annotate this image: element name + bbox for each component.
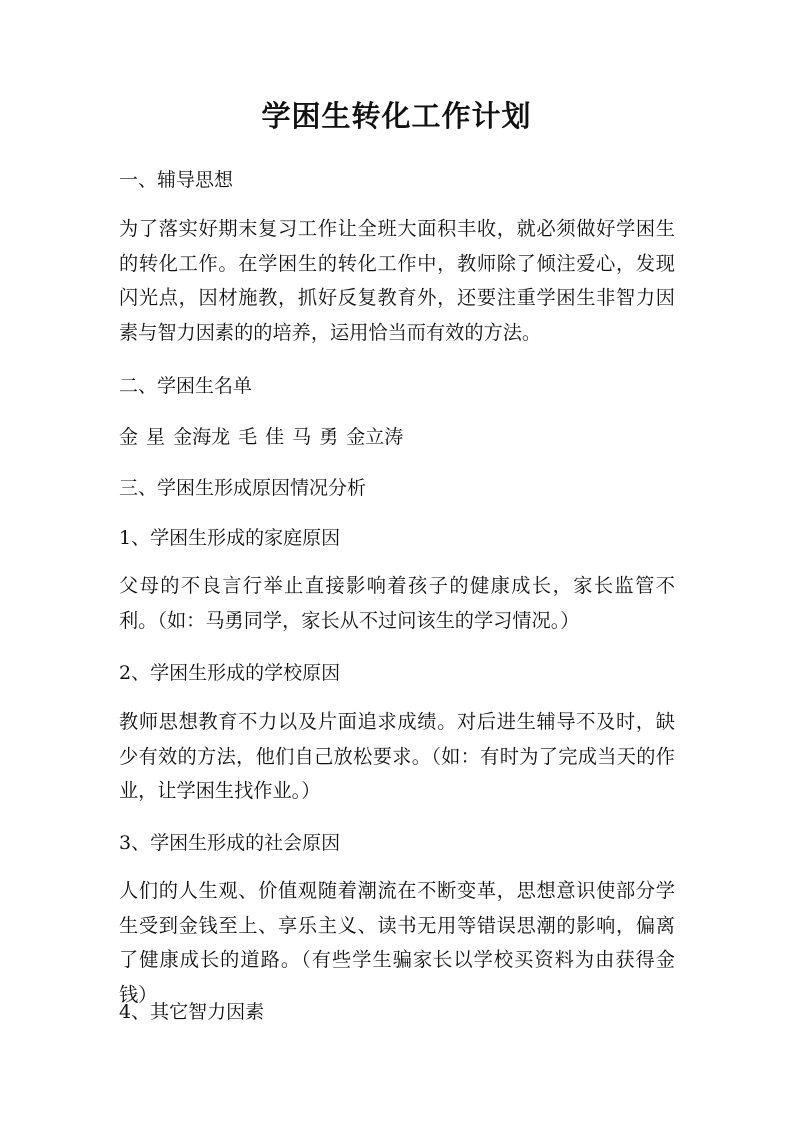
- subheading-other-factors: 4、其它智力因素: [119, 1001, 265, 1023]
- paragraph-family-causes: 父母的不良言行举止直接影响着孩子的健康成长，家长监管不利。（如：马勇同学，家长从不过问该生的学习情况。）: [119, 574, 675, 632]
- subheading-social-causes: 3、学困生形成的社会原因: [119, 832, 341, 854]
- paragraph-guiding-idea: 为了落实好期末复习工作让全班大面积丰收，就必须做好学困生的转化工作。在学困生的转化工作中，教师除了倾注爱心，发现闪光点，因材施教，抓好反复教育外，还要注重学困生非智力因素与智力因素的的培养，运用恰当而有效的方法。: [119, 217, 675, 344]
- paragraph-school-causes: 教师思想教育不力以及片面追求成绩。对后进生辅导不及时，缺少有效的方法，他们自己放松要求。（如：有时为了完成当天的作业，让学困生找作业。）: [119, 710, 675, 802]
- subheading-family-causes: 1、学困生形成的家庭原因: [119, 527, 341, 549]
- student-names: 金 星 金海龙 毛 佳 马 勇 金立涛: [119, 426, 404, 448]
- section-heading-guiding-idea: 一、辅导思想: [119, 169, 234, 191]
- paragraph-social-causes: 人们的人生观、价值观随着潮流在不断变革，思想意识使部分学生受到金钱至上、享乐主义、读书无用等错误思潮的影响，偏离了健康成长的道路。（有些学生骗家长以学校买资料为由获得金钱）: [119, 879, 675, 1006]
- document-title: 学困生转化工作计划: [261, 99, 532, 133]
- subheading-school-causes: 2、学困生形成的学校原因: [119, 662, 341, 684]
- section-heading-student-list: 二、学困生名单: [119, 375, 253, 397]
- section-heading-cause-analysis: 三、学困生形成原因情况分析: [119, 477, 367, 499]
